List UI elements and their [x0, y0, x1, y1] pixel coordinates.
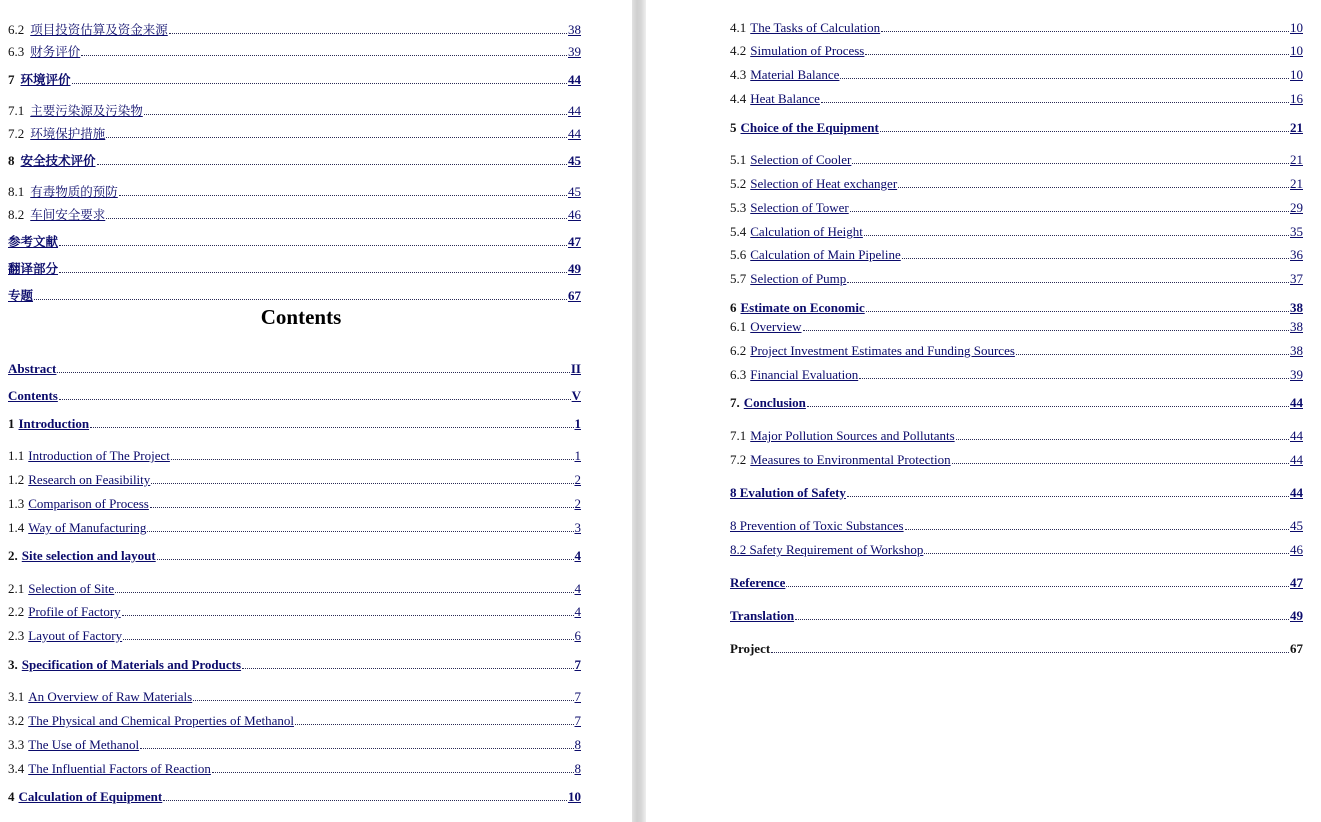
toc-page-number: 38 — [1290, 300, 1303, 315]
toc-entry-number: 4.4 — [730, 91, 747, 106]
toc-dot-leader — [803, 316, 1289, 331]
toc-entry-number: 3.2 — [8, 713, 25, 728]
toc-entry-title-link[interactable]: Major Pollution Sources and Pollutants — [750, 428, 955, 443]
toc-page-number: 44 — [1290, 485, 1303, 500]
toc-entry-title-link[interactable]: Financial Evaluation — [750, 367, 859, 382]
toc-dot-leader — [157, 545, 574, 560]
toc-entry-number: 6.3 — [8, 44, 25, 59]
toc-entry-title-link[interactable]: 环境保护措施 — [30, 126, 106, 141]
toc-dot-leader — [59, 258, 567, 273]
toc-page-number: 38 — [1290, 319, 1303, 334]
toc-entry-number: 6 — [730, 300, 737, 315]
toc-entry-title-link[interactable]: 参考文献 — [8, 234, 59, 249]
toc-entry-title-link[interactable]: 专题 — [8, 288, 34, 303]
toc-entry-contents[interactable] — [8, 387, 581, 403]
toc-page-number: 4 — [574, 548, 581, 563]
toc-dot-leader — [151, 469, 573, 484]
toc-entry-project[interactable] — [730, 640, 1303, 656]
toc-dot-leader — [847, 482, 1289, 497]
toc-page-number: 3 — [574, 520, 581, 535]
toc-entry-financial-evaluation[interactable] — [730, 366, 1303, 382]
toc-entry-title-link[interactable]: 有毒物质的预防 — [30, 184, 118, 199]
toc-dot-leader — [864, 221, 1289, 236]
toc-entry-calculation-of-main-pipeline[interactable] — [730, 246, 1303, 262]
toc-page-number: 46 — [568, 207, 581, 222]
toc-entry-number: 5.7 — [730, 271, 747, 286]
toc-entry-measures-to-environmental-protection[interactable] — [730, 451, 1303, 467]
toc-entry-selection-of-pump[interactable] — [730, 270, 1303, 286]
toc-dot-leader — [956, 425, 1289, 440]
toc-entry-title-link[interactable]: 8 Prevention of Toxic Substances — [730, 518, 904, 533]
toc-dot-leader — [115, 578, 573, 593]
toc-entry-introduction[interactable] — [8, 415, 581, 431]
toc-entry-selection-of-heat-exchanger[interactable] — [730, 175, 1303, 191]
toc-page-number: 44 — [1290, 452, 1303, 467]
toc-page-number: 2 — [574, 472, 581, 487]
toc-page-number: 7 — [574, 657, 581, 672]
toc-entry-number: 4.2 — [730, 43, 747, 58]
toc-entry-title-link[interactable]: Contents — [8, 388, 58, 403]
toc-entry-title-link[interactable]: Reference — [730, 575, 786, 590]
toc-page-number: 45 — [568, 184, 581, 199]
toc-page-number: 39 — [1290, 367, 1303, 382]
toc-entry-title-link[interactable]: Introduction — [18, 416, 90, 431]
toc-entry-research-on-feasibility[interactable] — [8, 471, 581, 487]
toc-entry-number: 7.1 — [8, 103, 25, 118]
toc-entry-cn-1[interactable] — [8, 43, 581, 59]
toc-entry-title-link[interactable]: 环境评价 — [20, 72, 71, 87]
toc-entry-title-link[interactable]: Profile of Factory — [28, 604, 121, 619]
toc-dot-leader — [850, 197, 1289, 212]
toc-page-number: 4 — [574, 604, 581, 619]
toc-entry-an-overview-of-raw-materials[interactable] — [8, 688, 581, 704]
toc-page-number: 1 — [574, 416, 581, 431]
toc-entry-title-link[interactable]: Project Investment Estimates and Funding Sources — [750, 343, 1015, 358]
toc-entry-title-link[interactable]: 财务评价 — [30, 44, 81, 59]
toc-entry-number: 5.2 — [730, 176, 747, 191]
toc-entry-title-link[interactable]: Material Balance — [750, 67, 840, 82]
toc-entry-the-influential-factors-of-reaction[interactable] — [8, 760, 581, 776]
toc-entry-calculation-of-height[interactable] — [730, 223, 1303, 239]
toc-page-number: 38 — [1290, 343, 1303, 358]
toc-entry-number: 8.2 — [8, 207, 25, 222]
toc-entry-number: 7. — [730, 395, 740, 410]
toc-dot-leader — [242, 654, 573, 669]
contents-heading: Contents — [260, 305, 342, 329]
toc-dot-leader — [150, 493, 574, 508]
page-gutter — [632, 0, 646, 822]
toc-page-number: 8 — [574, 761, 581, 776]
toc-entry-8-prevention-of-toxic-substances[interactable] — [730, 517, 1303, 533]
toc-dot-leader — [57, 358, 569, 373]
toc-entry-choice-of-the-equipment[interactable] — [730, 119, 1303, 135]
toc-entry-number: 7.2 — [730, 452, 747, 467]
toc-entry-title-link[interactable]: The Influential Factors of Reaction — [28, 761, 211, 776]
toc-page-number: 39 — [568, 44, 581, 59]
toc-page-number: 44 — [568, 103, 581, 118]
toc-dot-leader — [821, 88, 1289, 103]
toc-entry-number: 1 — [8, 416, 15, 431]
toc-page-number: 10 — [1290, 43, 1303, 58]
toc-page-number: 67 — [1290, 641, 1303, 656]
left-page — [0, 0, 632, 822]
toc-entry-selection-of-site[interactable] — [8, 580, 581, 596]
toc-entry-number: 7.2 — [8, 126, 25, 141]
toc-entry-title-link[interactable]: Conclusion — [743, 395, 806, 410]
toc-dot-leader — [859, 364, 1289, 379]
toc-page-number: 21 — [1290, 176, 1303, 191]
toc-dot-leader — [140, 734, 573, 749]
toc-dot-leader — [81, 41, 567, 56]
toc-dot-leader — [90, 413, 573, 428]
toc-entry-title-link[interactable]: Project — [730, 641, 771, 656]
toc-entry-project-investment-estimates-and-funding-sources[interactable] — [730, 342, 1303, 358]
toc-dot-leader — [72, 69, 567, 84]
toc-dot-leader — [169, 19, 567, 34]
toc-page-number: 7 — [574, 713, 581, 728]
toc-page-number: 7 — [574, 689, 581, 704]
toc-entry-number: 1.2 — [8, 472, 25, 487]
toc-entry-major-pollution-sources-and-pollutants[interactable] — [730, 427, 1303, 443]
toc-dot-leader — [119, 181, 567, 196]
toc-entry-title-link[interactable]: Choice of the Equipment — [740, 120, 879, 135]
toc-entry-number: 2.1 — [8, 581, 25, 596]
toc-entry-8-evalution-of-safety[interactable] — [730, 484, 1303, 500]
toc-entry-number: 6.3 — [730, 367, 747, 382]
toc-page-number: 2 — [574, 496, 581, 511]
toc-entry-title-link[interactable]: Measures to Environmental Protection — [750, 452, 951, 467]
toc-entry-cn-2[interactable] — [8, 71, 581, 87]
toc-page-number: 44 — [568, 72, 581, 87]
toc-entry-title-link[interactable]: Simulation of Process — [750, 43, 865, 58]
toc-entry-title-link[interactable]: Way of Manufacturing — [28, 520, 147, 535]
toc-entry-cn-7[interactable] — [8, 206, 581, 222]
toc-dot-leader — [902, 244, 1289, 259]
toc-entry-number: 7 — [8, 72, 15, 87]
toc-entry-title-link[interactable]: The Tasks of Calculation — [750, 20, 881, 35]
toc-dot-leader — [898, 173, 1289, 188]
toc-entry-title-link[interactable]: Overview — [750, 319, 802, 334]
toc-entry-cn-9[interactable] — [8, 260, 581, 276]
toc-entry-the-use-of-methanol[interactable] — [8, 736, 581, 752]
toc-entry-cn-3[interactable] — [8, 102, 581, 118]
toc-entry-number: 6.2 — [730, 343, 747, 358]
toc-dot-leader — [34, 285, 567, 300]
toc-dot-leader — [59, 385, 571, 400]
toc-dot-leader — [852, 149, 1289, 164]
toc-page-number: 21 — [1290, 152, 1303, 167]
toc-entry-simulation-of-process[interactable] — [730, 42, 1303, 58]
toc-entry-number: 3. — [8, 657, 18, 672]
toc-entry-title-link[interactable]: Calculation of Height — [750, 224, 863, 239]
toc-page-number: 49 — [568, 261, 581, 276]
toc-page-number: 47 — [1290, 575, 1303, 590]
toc-entry-title-link[interactable]: Abstract — [8, 361, 57, 376]
toc-page-number: V — [571, 388, 581, 403]
toc-entry-number: 3.1 — [8, 689, 25, 704]
toc-entry-number: 3.3 — [8, 737, 25, 752]
toc-dot-leader — [122, 601, 574, 616]
toc-entry-title-link[interactable]: Calculation of Equipment — [18, 789, 163, 804]
toc-dot-leader — [147, 517, 573, 532]
toc-dot-leader — [295, 710, 574, 725]
toc-page-number: 45 — [1290, 518, 1303, 533]
toc-entry-number: 2.3 — [8, 628, 25, 643]
toc-page-number: 44 — [568, 126, 581, 141]
toc-entry-way-of-manufacturing[interactable] — [8, 519, 581, 535]
toc-entry-the-tasks-of-calculation[interactable] — [730, 19, 1303, 35]
toc-dot-leader — [905, 515, 1289, 530]
toc-page-number: 49 — [1290, 608, 1303, 623]
toc-entry-title-link[interactable]: Specification of Materials and Products — [21, 657, 242, 672]
toc-entry-number: 8.1 — [8, 184, 25, 199]
toc-entry-number: 5.1 — [730, 152, 747, 167]
toc-entry-conclusion[interactable] — [730, 394, 1303, 410]
toc-page-number: 35 — [1290, 224, 1303, 239]
toc-dot-leader — [771, 638, 1289, 653]
toc-page-number: 46 — [1290, 542, 1303, 557]
toc-entry-title-link[interactable]: An Overview of Raw Materials — [28, 689, 193, 704]
toc-entry-number: 3.4 — [8, 761, 25, 776]
toc-entry-number: 4 — [8, 789, 15, 804]
toc-entry-abstract[interactable] — [8, 360, 581, 376]
toc-entry-the-physical-and-chemical-properties-of-methanol[interactable] — [8, 712, 581, 728]
toc-page-number: 37 — [1290, 271, 1303, 286]
toc-entry-specification-of-materials-and-products[interactable] — [8, 656, 581, 672]
toc-page-number: 10 — [1290, 67, 1303, 82]
toc-entry-profile-of-factory[interactable] — [8, 603, 581, 619]
toc-entry-comparison-of-process[interactable] — [8, 495, 581, 511]
right-page — [646, 0, 1321, 822]
toc-entry-title-link[interactable]: Selection of Tower — [750, 200, 849, 215]
toc-dot-leader — [171, 445, 574, 460]
toc-page-number: 44 — [1290, 428, 1303, 443]
toc-page-number: 21 — [1290, 120, 1303, 135]
toc-entry-title-link[interactable]: Site selection and layout — [21, 548, 156, 563]
toc-entry-number: 5.4 — [730, 224, 747, 239]
toc-entry-title-link[interactable]: Estimate on Economic — [740, 300, 865, 315]
toc-dot-leader — [163, 786, 567, 801]
toc-dot-leader — [97, 150, 567, 165]
toc-page-number: 38 — [568, 22, 581, 37]
toc-dot-leader — [847, 268, 1289, 283]
toc-entry-number: 7.1 — [730, 428, 747, 443]
toc-entry-title-link[interactable]: Research on Feasibility — [28, 472, 151, 487]
toc-entry-number: 6.1 — [730, 319, 747, 334]
toc-dot-leader — [880, 117, 1289, 132]
toc-entry-introduction-of-the-project[interactable] — [8, 447, 581, 463]
toc-entry-title-link[interactable]: Comparison of Process — [28, 496, 149, 511]
toc-entry-number: 5 — [730, 120, 737, 135]
toc-dot-leader — [881, 17, 1289, 32]
toc-entry-title-link[interactable]: Heat Balance — [750, 91, 820, 106]
toc-entry-material-balance[interactable] — [730, 66, 1303, 82]
toc-entry-title-link[interactable]: 8 Evalution of Safety — [730, 485, 846, 500]
toc-page-number: 10 — [1290, 20, 1303, 35]
toc-dot-leader — [786, 572, 1289, 587]
toc-dot-leader — [865, 40, 1289, 55]
toc-entry-number: 5.3 — [730, 200, 747, 215]
toc-entry-title-link[interactable]: 车间安全要求 — [30, 207, 106, 222]
toc-page-number: 29 — [1290, 200, 1303, 215]
toc-dot-leader — [144, 100, 567, 115]
toc-entry-cn-5[interactable] — [8, 152, 581, 168]
toc-entry-cn-0[interactable] — [8, 21, 581, 37]
toc-dot-leader — [795, 605, 1289, 620]
toc-entry-title-link[interactable]: The Physical and Chemical Properties of Methanol — [28, 713, 294, 728]
toc-entry-reference[interactable] — [730, 574, 1303, 590]
toc-dot-leader — [840, 64, 1289, 79]
toc-entry-number: 2. — [8, 548, 18, 563]
toc-entry-title-link[interactable]: 项目投资估算及资金来源 — [30, 22, 168, 37]
toc-entry-title-link[interactable]: Selection of Pump — [750, 271, 847, 286]
toc-page-number: 67 — [568, 288, 581, 303]
toc-dot-leader — [123, 625, 573, 640]
toc-page-number: 10 — [568, 789, 581, 804]
toc-entry-cn-8[interactable] — [8, 233, 581, 249]
toc-entry-title-link[interactable]: Calculation of Main Pipeline — [750, 247, 901, 262]
toc-page-number: 45 — [568, 153, 581, 168]
toc-entry-cn-10[interactable] — [8, 287, 581, 303]
toc-entry-number: 4.3 — [730, 67, 747, 82]
toc-entry-overview[interactable] — [730, 318, 1303, 334]
toc-dot-leader — [924, 539, 1289, 554]
toc-entry-layout-of-factory[interactable] — [8, 627, 581, 643]
toc-entry-number: 8 — [8, 153, 15, 168]
toc-entry-title-link[interactable]: Selection of Heat exchanger — [750, 176, 898, 191]
toc-entry-number: 2.2 — [8, 604, 25, 619]
toc-entry-estimate-on-economic[interactable] — [730, 299, 1303, 315]
toc-entry-number: 1.3 — [8, 496, 25, 511]
toc-page-number: 6 — [574, 628, 581, 643]
toc-entry-number: 4.1 — [730, 20, 747, 35]
toc-entry-title-link[interactable]: The Use of Methanol — [28, 737, 140, 752]
toc-entry-title-link[interactable]: 安全技术评价 — [20, 153, 96, 168]
toc-entry-number: 5.6 — [730, 247, 747, 262]
toc-dot-leader — [866, 297, 1289, 312]
toc-page-number: 4 — [574, 581, 581, 596]
toc-entry-cn-6[interactable] — [8, 183, 581, 199]
toc-entry-calculation-of-equipment[interactable] — [8, 788, 581, 804]
toc-entry-selection-of-cooler[interactable] — [730, 151, 1303, 167]
toc-page-number: 16 — [1290, 91, 1303, 106]
toc-dot-leader — [106, 204, 567, 219]
toc-dot-leader — [1016, 340, 1289, 355]
toc-entry-title-link[interactable]: Layout of Factory — [28, 628, 123, 643]
toc-dot-leader — [106, 123, 567, 138]
toc-entry-title-link[interactable]: Selection of Site — [28, 581, 115, 596]
toc-entry-site-selection-and-layout[interactable] — [8, 547, 581, 563]
toc-entry-number: 6.2 — [8, 22, 25, 37]
toc-entry-title-link[interactable]: Translation — [730, 608, 795, 623]
toc-entry-number: 1.1 — [8, 448, 25, 463]
toc-entry-title-link[interactable]: 主要污染源及污染物 — [30, 103, 143, 118]
toc-page-number: 8 — [574, 737, 581, 752]
toc-entry-translation[interactable] — [730, 607, 1303, 623]
toc-entry-8-2-safety-requirement-of-workshop[interactable] — [730, 541, 1303, 557]
toc-entry-title-link[interactable]: 8.2 Safety Requirement of Workshop — [730, 542, 924, 557]
toc-entry-title-link[interactable]: Introduction of The Project — [28, 448, 170, 463]
toc-page-number: 44 — [1290, 395, 1303, 410]
toc-dot-leader — [807, 392, 1289, 407]
toc-page-number: 36 — [1290, 247, 1303, 262]
toc-entry-number: 1.4 — [8, 520, 25, 535]
toc-entry-title-link[interactable]: 翻译部分 — [8, 261, 59, 276]
toc-entry-cn-4[interactable] — [8, 125, 581, 141]
toc-dot-leader — [212, 758, 574, 773]
toc-dot-leader — [193, 686, 573, 701]
toc-page-number: II — [570, 361, 581, 376]
toc-page-number: 47 — [568, 234, 581, 249]
toc-page-number: 1 — [574, 448, 581, 463]
toc-entry-heat-balance[interactable] — [730, 90, 1303, 106]
toc-entry-selection-of-tower[interactable] — [730, 199, 1303, 215]
toc-dot-leader — [59, 231, 567, 246]
toc-entry-title-link[interactable]: Selection of Cooler — [750, 152, 852, 167]
toc-dot-leader — [952, 449, 1289, 464]
